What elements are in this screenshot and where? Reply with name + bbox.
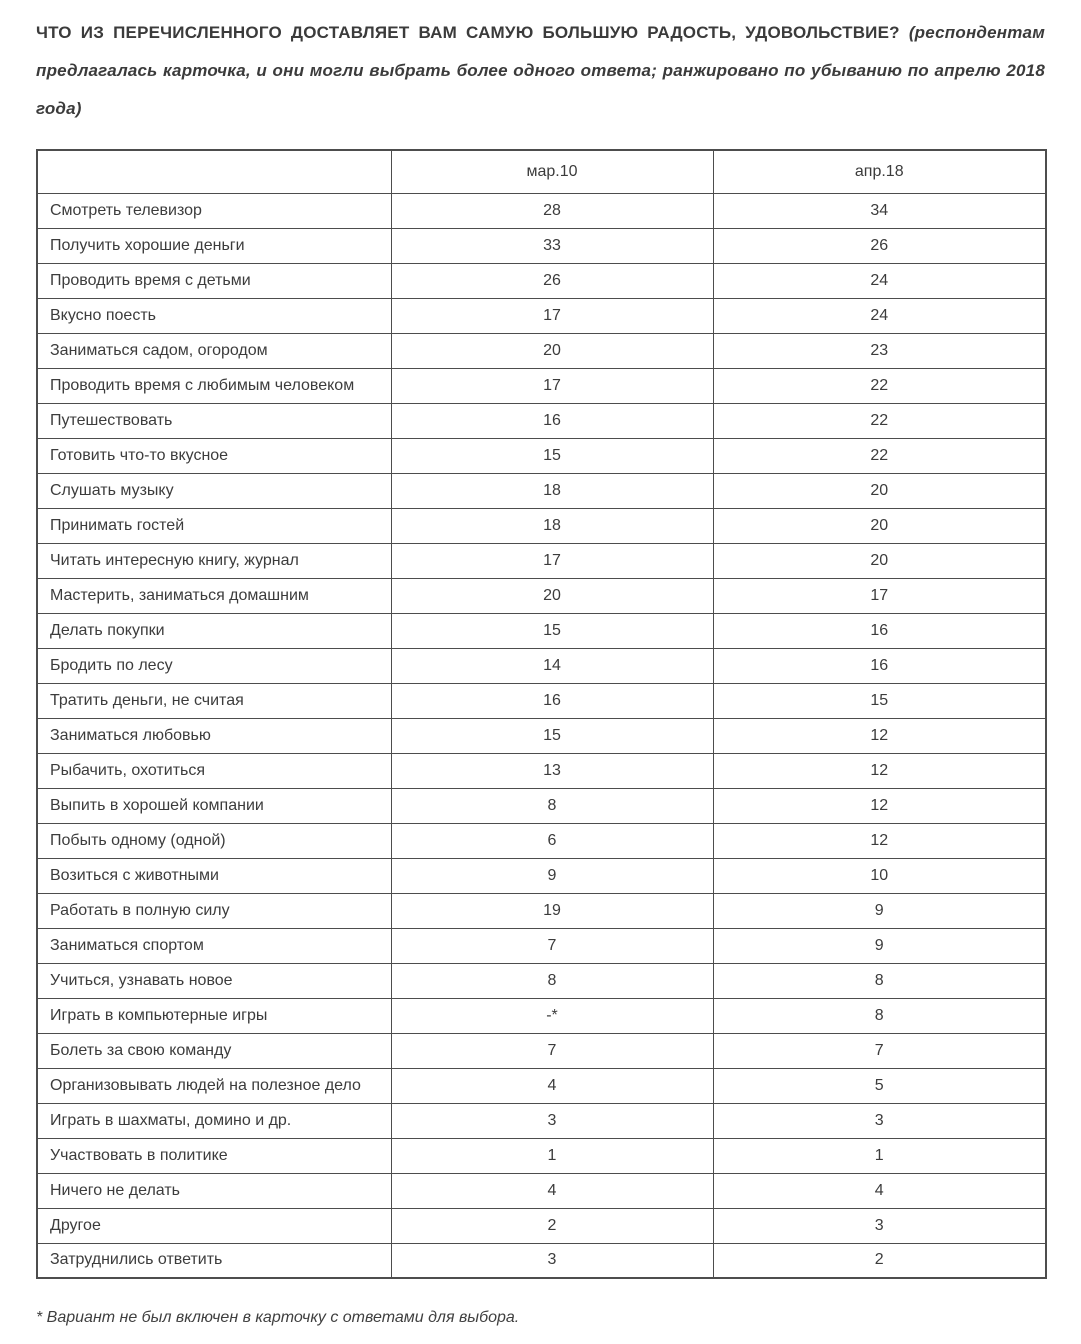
activity-label: Проводить время с детьми	[37, 263, 391, 298]
value-apr18: 22	[713, 438, 1046, 473]
activity-label: Выпить в хорошей компании	[37, 788, 391, 823]
value-apr18: 9	[713, 928, 1046, 963]
activity-label: Работать в полную силу	[37, 893, 391, 928]
value-apr18: 20	[713, 508, 1046, 543]
value-mar10: 8	[391, 963, 713, 998]
table-row	[37, 1033, 1046, 1068]
value-mar10: 7	[391, 1033, 713, 1068]
value-apr18: 17	[713, 578, 1046, 613]
value-mar10: 18	[391, 508, 713, 543]
value-apr18: 7	[713, 1033, 1046, 1068]
value-apr18: 24	[713, 263, 1046, 298]
activity-label: Слушать музыку	[37, 473, 391, 508]
table-row	[37, 683, 1046, 718]
value-apr18: 2	[713, 1243, 1046, 1278]
table-row	[37, 1068, 1046, 1103]
table-header	[37, 150, 1046, 193]
value-apr18: 12	[713, 788, 1046, 823]
activity-label: Мастерить, заниматься домашним	[37, 578, 391, 613]
table-row	[37, 613, 1046, 648]
header-cell-mar10: мар.10	[391, 150, 713, 193]
value-mar10: 18	[391, 473, 713, 508]
value-apr18: 9	[713, 893, 1046, 928]
value-apr18: 12	[713, 753, 1046, 788]
table-row	[37, 998, 1046, 1033]
value-apr18: 10	[713, 858, 1046, 893]
header-cell-activity	[37, 150, 391, 193]
value-mar10: 16	[391, 403, 713, 438]
table-row	[37, 718, 1046, 753]
value-mar10: 33	[391, 228, 713, 263]
activity-label: Играть в компьютерные игры	[37, 998, 391, 1033]
value-mar10: 20	[391, 333, 713, 368]
value-apr18: 34	[713, 193, 1046, 228]
activity-label: Принимать гостей	[37, 508, 391, 543]
value-mar10: 20	[391, 578, 713, 613]
table-row	[37, 473, 1046, 508]
table-row	[37, 963, 1046, 998]
value-mar10: 14	[391, 648, 713, 683]
value-apr18: 22	[713, 403, 1046, 438]
table-row	[37, 1208, 1046, 1243]
value-apr18: 12	[713, 718, 1046, 753]
value-mar10: 15	[391, 613, 713, 648]
value-apr18: 1	[713, 1138, 1046, 1173]
value-mar10: 4	[391, 1068, 713, 1103]
activity-label: Путешествовать	[37, 403, 391, 438]
activity-label: Другое	[37, 1208, 391, 1243]
activity-label: Учиться, узнавать новое	[37, 963, 391, 998]
value-mar10: 6	[391, 823, 713, 858]
value-apr18: 12	[713, 823, 1046, 858]
value-mar10: 17	[391, 368, 713, 403]
table-row	[37, 578, 1046, 613]
table-row	[37, 1103, 1046, 1138]
footnote: * Вариант не был включен в карточку с ответами для выбора.	[36, 1309, 520, 1326]
table-row	[37, 333, 1046, 368]
activity-label: Организовывать людей на полезное дело	[37, 1068, 391, 1103]
value-mar10: 3	[391, 1103, 713, 1138]
survey-table	[36, 149, 1047, 1279]
activity-label: Рыбачить, охотиться	[37, 753, 391, 788]
activity-label: Вкусно поесть	[37, 298, 391, 333]
value-apr18: 4	[713, 1173, 1046, 1208]
activity-label: Затруднились ответить	[37, 1243, 391, 1278]
table-row	[37, 263, 1046, 298]
table-row	[37, 928, 1046, 963]
table-row	[37, 753, 1046, 788]
header-cell-apr18: апр.18	[713, 150, 1046, 193]
table-row	[37, 893, 1046, 928]
table-row	[37, 543, 1046, 578]
table-row	[37, 228, 1046, 263]
value-mar10: 26	[391, 263, 713, 298]
activity-label: Побыть одному (одной)	[37, 823, 391, 858]
value-apr18: 22	[713, 368, 1046, 403]
value-mar10: 17	[391, 298, 713, 333]
activity-label: Ничего не делать	[37, 1173, 391, 1208]
table-row	[37, 1173, 1046, 1208]
value-mar10: 17	[391, 543, 713, 578]
table-row	[37, 1243, 1046, 1278]
value-apr18: 3	[713, 1208, 1046, 1243]
table-row	[37, 823, 1046, 858]
table-row	[37, 368, 1046, 403]
value-apr18: 5	[713, 1068, 1046, 1103]
value-mar10: 13	[391, 753, 713, 788]
table-row	[37, 403, 1046, 438]
activity-label: Тратить деньги, не считая	[37, 683, 391, 718]
value-mar10: 4	[391, 1173, 713, 1208]
value-mar10: 19	[391, 893, 713, 928]
table-row	[37, 858, 1046, 893]
activity-label: Читать интересную книгу, журнал	[37, 543, 391, 578]
title-note: (респондентам предлагалась карточка, и они могли выбрать более одного ответа; ранжировано по убыванию по апрелю 2018 года)	[36, 23, 1045, 118]
value-mar10: 2	[391, 1208, 713, 1243]
title-question: ЧТО ИЗ ПЕРЕЧИСЛЕННОГО ДОСТАВЛЯЕТ ВАМ САМУЮ БОЛЬШУЮ РАДОСТЬ, УДОВОЛЬСТВИЕ?	[36, 23, 900, 42]
table-body	[37, 193, 1046, 1278]
value-apr18: 20	[713, 473, 1046, 508]
value-apr18: 26	[713, 228, 1046, 263]
value-apr18: 15	[713, 683, 1046, 718]
activity-label: Смотреть телевизор	[37, 193, 391, 228]
value-apr18: 16	[713, 648, 1046, 683]
table-row	[37, 648, 1046, 683]
value-apr18: 16	[713, 613, 1046, 648]
value-apr18: 3	[713, 1103, 1046, 1138]
activity-label: Готовить что-то вкусное	[37, 438, 391, 473]
value-apr18: 24	[713, 298, 1046, 333]
activity-label: Заниматься садом, огородом	[37, 333, 391, 368]
value-mar10: 3	[391, 1243, 713, 1278]
value-mar10: 8	[391, 788, 713, 823]
value-mar10: 15	[391, 718, 713, 753]
activity-label: Делать покупки	[37, 613, 391, 648]
header-row	[37, 150, 1046, 193]
value-apr18: 8	[713, 963, 1046, 998]
table-row	[37, 298, 1046, 333]
activity-label: Заниматься любовью	[37, 718, 391, 753]
value-apr18: 23	[713, 333, 1046, 368]
value-mar10: 1	[391, 1138, 713, 1173]
activity-label: Бродить по лесу	[37, 648, 391, 683]
value-apr18: 20	[713, 543, 1046, 578]
value-mar10: 9	[391, 858, 713, 893]
activity-label: Болеть за свою команду	[37, 1033, 391, 1068]
activity-label: Возиться с животными	[37, 858, 391, 893]
page-title	[36, 14, 1045, 128]
value-mar10: 28	[391, 193, 713, 228]
table-row	[37, 508, 1046, 543]
activity-label: Играть в шахматы, домино и др.	[37, 1103, 391, 1138]
value-mar10: -*	[391, 998, 713, 1033]
value-apr18: 8	[713, 998, 1046, 1033]
activity-label: Получить хорошие деньги	[37, 228, 391, 263]
value-mar10: 7	[391, 928, 713, 963]
table-row	[37, 1138, 1046, 1173]
activity-label: Участвовать в политике	[37, 1138, 391, 1173]
value-mar10: 15	[391, 438, 713, 473]
table-row	[37, 788, 1046, 823]
table-row	[37, 438, 1046, 473]
value-mar10: 16	[391, 683, 713, 718]
activity-label: Заниматься спортом	[37, 928, 391, 963]
activity-label: Проводить время с любимым человеком	[37, 368, 391, 403]
table-row	[37, 193, 1046, 228]
